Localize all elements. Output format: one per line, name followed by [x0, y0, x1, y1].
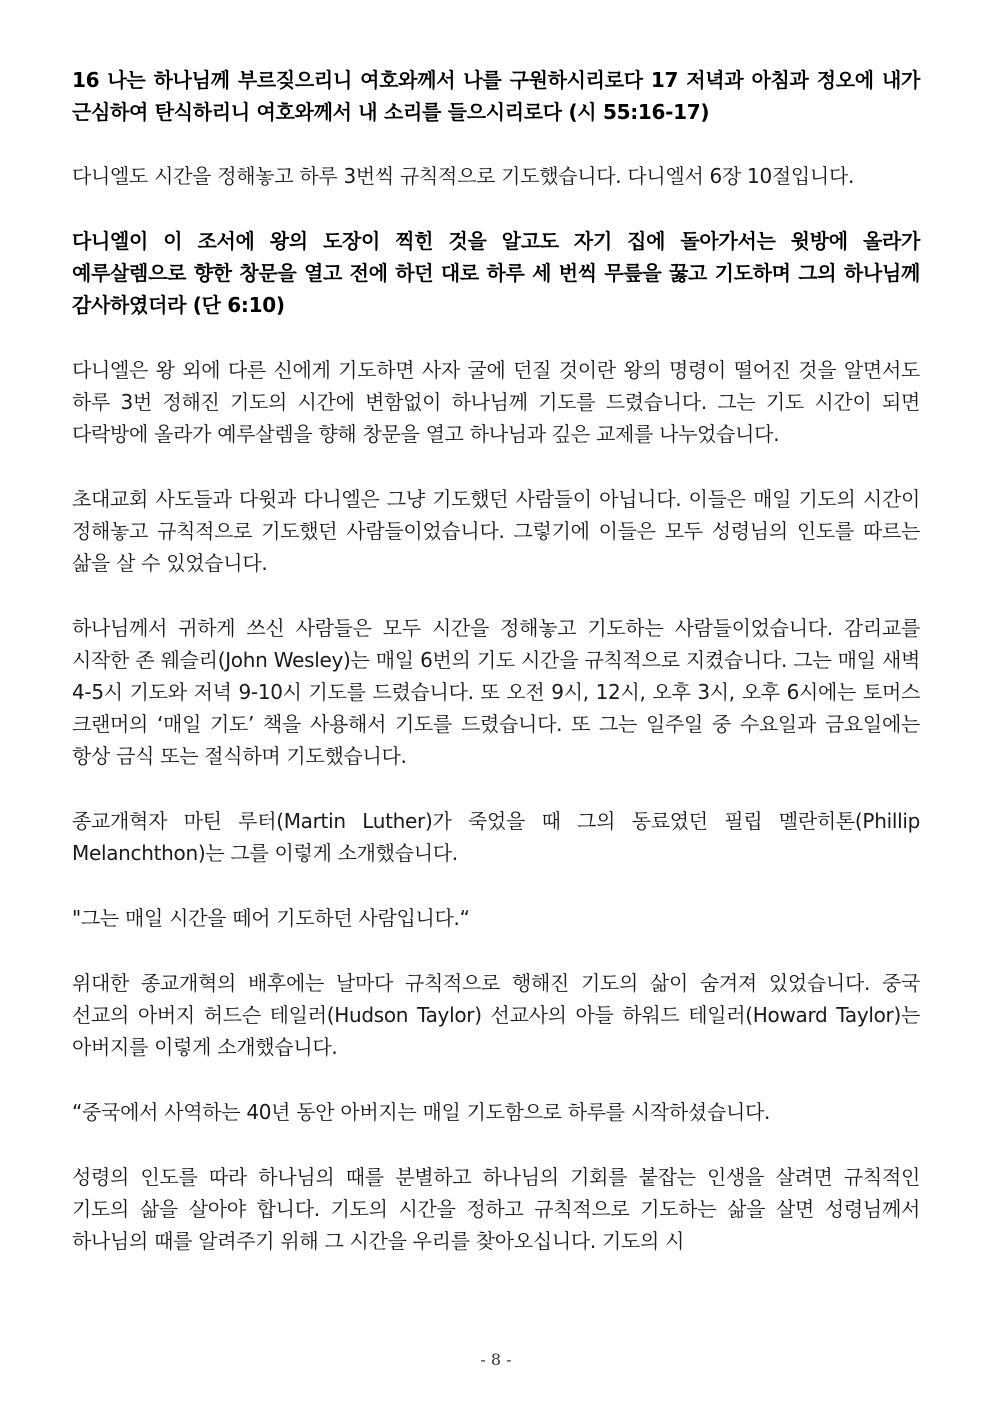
paragraph-martin-luther: 종교개혁자 마틴 루터(Martin Luther)가 죽었을 때 그의 동료였던 필립 멜란히톤(Phillip Melanchthon)는 그를 이렇게 소개했습니다. — [72, 809, 920, 865]
scripture-quote-daniel: 다니엘이 이 조서에 왕의 도장이 찍힌 것을 알고도 자기 집에 돌아가서는 윗방에 올라가 예루살렘으로 향한 창문을 열고 전에 하던 대로 하루 세 번씩 무릎을 꿇고 기도하며 그의 하나님께 감사하였더라 (단 6:10) — [72, 229, 920, 317]
paragraph-john-wesley: 하나님께서 귀하게 쓰신 사람들은 모두 시간을 정해놓고 기도하는 사람들이었습니다. 감리교를 시작한 존 웨슬리(John Wesley)는 매일 6번의 기도 시간을 규칙적으로 지켰습니다. 그는 매일 새벽 4-5시 기도와 저녁 9-10시 기도를 드렸습니다. 또 오전 9시, 12시, 오후 3시, 오후 6시에는 토머스 크랜머의 ‘매일 기도’ 책을 사용해서 기도를 드렸습니다. 또 그는 일주일 중 수요일과 금요일에는 항상 금식 또는 절식하며 기도했습니다. — [72, 616, 920, 768]
paragraph-regular-prayer: 성령의 인도를 따라 하나님의 때를 분별하고 하나님의 기회를 붙잡는 인생을 살려면 규칙적인 기도의 삶을 살아야 합니다. 기도의 시간을 정하고 규칙적으로 기도하는 삶을 살면 성령님께서 하나님의 때를 알려주기 위해 그 시간을 우리를 찾아오십니다. 기도의 시 — [72, 1165, 920, 1253]
paragraph-daniel-prayer: 다니엘은 왕 외에 다른 신에게 기도하면 사자 굴에 던질 것이란 왕의 명령이 떨어진 것을 알면서도 하루 3번 정해진 기도의 시간에 변함없이 하나님께 기도를 드렸습니다. 그는 기도 시간이 되면 다락방에 올라가 예루살렘을 향해 창문을 열고 하나님과 깊은 교제를 나누었습니다. — [72, 358, 920, 446]
paragraph-early-church: 초대교회 사도들과 다윗과 다니엘은 그냥 기도했던 사람들이 아닙니다. 이들은 매일 기도의 시간이 정해놓고 규칙적으로 기도했던 사람들이었습니다. 그렇기에 이들은 모두 성령님의 인도를 따르는 삶을 살 수 있었습니다. — [72, 487, 920, 575]
quote-howard-taylor: “중국에서 사역하는 40년 동안 아버지는 매일 기도함으로 하루를 시작하셨습니다. — [72, 1100, 771, 1124]
paragraph-daniel-intro: 다니엘도 시간을 정해놓고 하루 3번씩 규칙적으로 기도했습니다. 다니엘서 6장 10절입니다. — [72, 164, 855, 188]
document-body — [72, 64, 920, 1257]
page-number: - 8 - — [480, 1350, 512, 1369]
paragraph-hudson-taylor: 위대한 종교개혁의 배후에는 날마다 규칙적으로 행해진 기도의 삶이 숨겨져 있었습니다. 중국 선교의 아버지 허드슨 테일러(Hudson Taylor) 선교사의 아들 하워드 테일러(Howard Taylor)는 아버지를 이렇게 소개했습니다. — [72, 971, 920, 1059]
quote-luther: "그는 매일 시간을 떼어 기도하던 사람입니다.“ — [72, 906, 470, 930]
scripture-quote-psalm: 16 나는 하나님께 부르짖으리니 여호와께서 나를 구원하시리로다 17 저녁과 아침과 정오에 내가 근심하여 탄식하리니 여호와께서 내 소리를 들으시리로다 (시 55:16-17) — [72, 68, 920, 124]
